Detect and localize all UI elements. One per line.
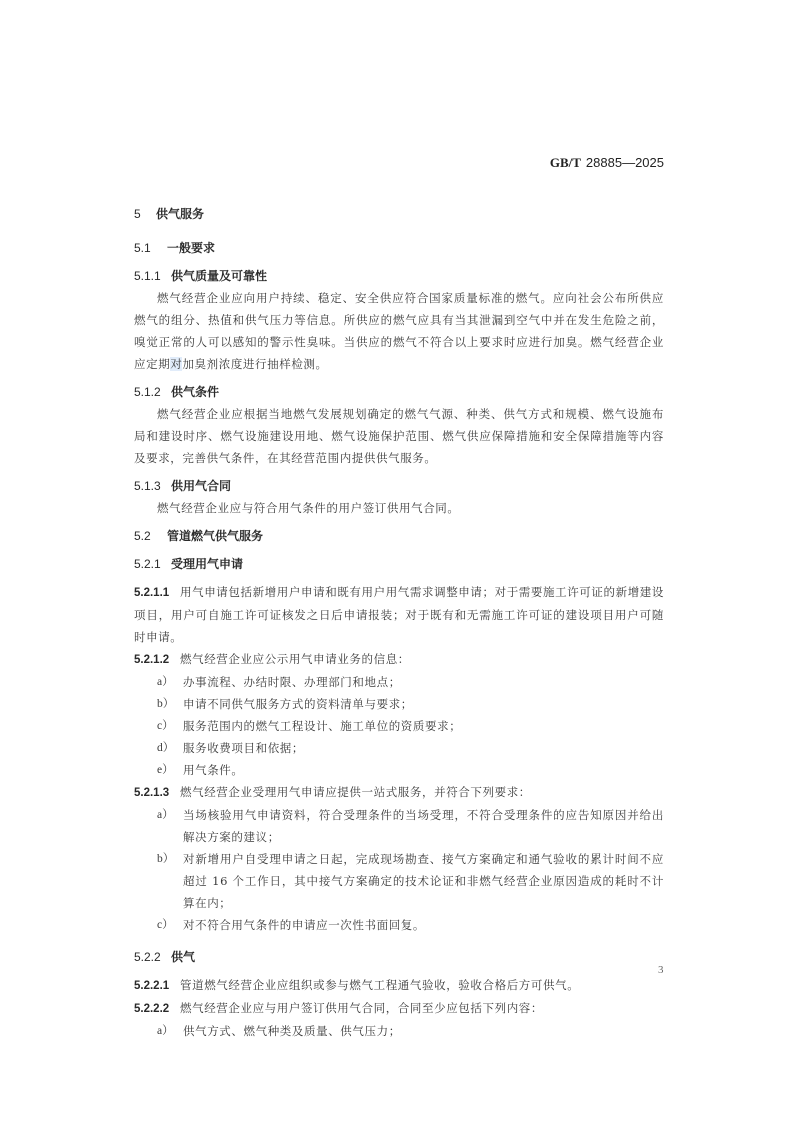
standard-prefix: GB/T [549,155,581,170]
section-number: 5.2.2 [134,950,161,964]
clause-text: 燃气经营企业应与用户签订供用气合同，合同至少应包括下列内容： [180,1001,543,1015]
section-number: 5.1 [134,241,151,255]
list-item [134,804,664,848]
paragraph-5-1-3: 燃气经营企业应与符合用气条件的用户签订供用气合同。 [157,501,460,515]
section-number: 5.1.2 [134,385,161,399]
clause-text: 燃气经营企业受理用气申请应提供一站式服务，并符合下列要求： [180,785,531,799]
section-title: 供气质量及可靠性 [171,269,268,283]
list-item-text: 当场核验用气申请资料，符合受理条件的当场受理，不符合受理条件的应告知原因并给出解决方案的建议； [183,808,664,844]
list-marker: e） [157,764,174,776]
list-marker: c） [157,919,174,931]
section-number: 5.2 [134,529,151,543]
clause-text: 燃气经营企业应公示用气申请业务的信息： [180,652,410,666]
list-item-text: 对新增用户自受理申请之日起，完成现场勘查、接气方案确定和通气验收的累计时间不应超过 16 个工作日，其中接气方案确定的技术论证和非燃气经营企业原因造成的耗时不计算在内； [183,852,664,910]
list-item-text: 服务收费项目和依据； [183,741,304,755]
clause-number: 5.2.1.3 [134,787,170,799]
page-number: 3 [658,964,664,976]
section-title: 一般要求 [167,241,216,255]
section-heading-5-1 [134,237,664,259]
paragraph-text: 加臭剂浓度进行抽样检测。 [182,357,328,371]
clause-number: 5.2.2.2 [134,1003,170,1015]
list-5-2-2-2 [134,1020,664,1042]
section-number: 5.1.3 [134,479,161,493]
list-item [134,693,664,715]
section-number: 5.2.1 [134,557,161,571]
section-title: 管道燃气供气服务 [167,529,264,543]
list-item-text: 服务范围内的燃气工程设计、施工单位的资质要求； [183,719,462,733]
section-number: 5.1.1 [134,269,161,283]
section-heading-5-2 [134,525,664,547]
section-heading-5 [134,203,664,225]
list-item-text: 对不符合用气条件的申请应一次性书面回复。 [183,918,425,932]
list-marker: b） [157,698,175,710]
list-item [134,737,664,759]
section-title: 供气 [171,950,196,964]
text-selection-highlight: 对 [170,357,183,371]
list-item [134,715,664,737]
section-title: 供气条件 [171,385,220,399]
section-heading-5-1-2 [134,381,664,403]
list-5-2-1-2 [134,671,664,781]
section-heading-5-1-3 [134,475,664,497]
clause-5-2-2-1 [134,974,664,997]
list-marker: a） [157,676,174,688]
section-title: 供气服务 [156,207,205,221]
list-marker: c） [157,720,174,732]
list-item-text: 申请不同供气服务方式的资料清单与要求； [183,697,413,711]
clause-text: 管道燃气经营企业应组织或参与燃气工程通气验收，验收合格后方可供气。 [180,978,580,992]
clause-5-2-1-1 [134,581,664,648]
paragraph-5-1-2: 燃气经营企业应根据当地燃气发展规划确定的燃气气源、种类、供气方式和规模、燃气设施布局和建设时序、燃气设施建设用地、燃气设施保护范围、燃气供应保障措施和安全保障措施等内容及要求，完善供气条件，在其经营范围内提供供气服务。 [134,407,664,465]
list-5-2-1-3 [134,804,664,936]
clause-5-2-2-2 [134,997,664,1020]
standard-number: 28885—2025 [585,155,664,170]
list-item [134,848,664,914]
list-marker: b） [157,853,175,865]
list-item-text: 供气方式、燃气种类及质量、供气压力； [183,1024,401,1038]
section-title: 供用气合同 [171,479,232,493]
list-marker: a） [157,809,174,821]
list-item-text: 办事流程、办结时限、办理部门和地点； [183,675,401,689]
paragraph-text: 燃气经营企业应向用户持续、稳定、安全供应符合国家质量标准的燃气。应向社会公布所供应燃气的组分、热值和供气压力等信息。所供应的燃气应具有当其泄漏到空气中并在发生危险之前，嗅觉正常的人可以感知的警示性臭味。当供应的燃气不符合以上要求时应进行加臭。燃气经营企业应定期 [134,291,664,371]
list-marker: d） [157,742,175,754]
paragraph-5-1-1 [134,287,664,375]
clause-number: 5.2.1.1 [134,587,170,599]
clause-5-2-1-2 [134,648,664,671]
list-item [134,671,664,693]
section-title: 受理用气申请 [171,557,244,571]
section-number: 5 [134,207,141,221]
list-marker: a） [157,1025,174,1037]
clause-5-2-1-3 [134,781,664,804]
standard-header [550,155,664,171]
list-item [134,1020,664,1042]
document-body [134,203,664,1042]
clause-text: 用气申请包括新增用户申请和既有用户用气需求调整申请；对于需要施工许可证的新增建设项目，用户可自施工许可证核发之日后申请报装；对于既有和无需施工许可证的建设项目用户可随时申请。 [134,585,664,644]
section-heading-5-2-2 [134,946,664,968]
list-item [134,759,664,781]
clause-number: 5.2.1.2 [134,654,170,666]
section-heading-5-1-1 [134,265,664,287]
list-item [134,914,664,936]
section-heading-5-2-1 [134,553,664,575]
clause-number: 5.2.2.1 [134,980,170,992]
list-item-text: 用气条件。 [183,763,244,777]
